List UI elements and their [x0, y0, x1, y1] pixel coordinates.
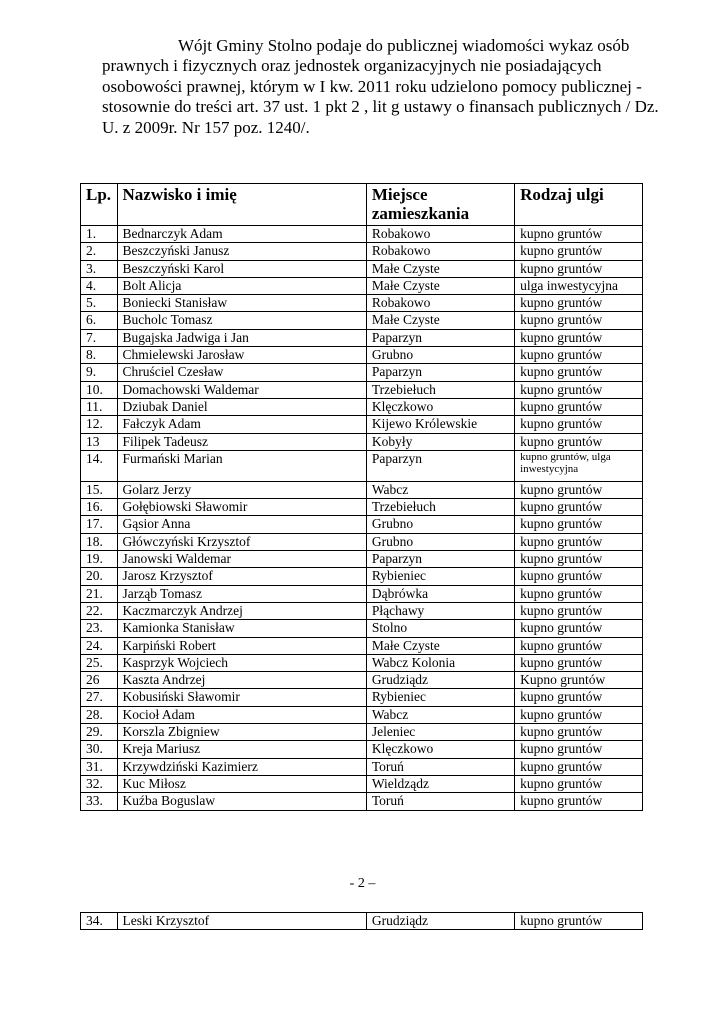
table-row [81, 793, 643, 810]
cell-name: Dziubak Daniel [117, 398, 366, 415]
cell-lp: 1. [81, 226, 118, 243]
table-row [81, 226, 643, 243]
cell-ulga: kupno gruntów [515, 551, 643, 568]
cell-name: Kreja Mariusz [117, 741, 366, 758]
table-row [81, 741, 643, 758]
cell-place: Grudziądz [366, 913, 514, 930]
cell-lp: 24. [81, 637, 118, 654]
cell-place: Toruń [366, 758, 514, 775]
cell-lp: 11. [81, 398, 118, 415]
cell-ulga: kupno gruntów [515, 347, 643, 364]
cell-name: Bucholc Tomasz [117, 312, 366, 329]
header-ulga: Rodzaj ulgi [515, 184, 643, 226]
cell-place: Grubno [366, 347, 514, 364]
cell-lp: 19. [81, 551, 118, 568]
cell-name: Kaszta Andrzej [117, 672, 366, 689]
table-row [81, 533, 643, 550]
cell-lp: 13 [81, 433, 118, 450]
cell-place: Wabcz Kolonia [366, 654, 514, 671]
cell-name: Główczyński Krzysztof [117, 533, 366, 550]
table-row [81, 329, 643, 346]
cell-name: Karpiński Robert [117, 637, 366, 654]
cell-name: Kobusiński Sławomir [117, 689, 366, 706]
table-row [81, 381, 643, 398]
cell-place: Toruń [366, 793, 514, 810]
cell-lp: 6. [81, 312, 118, 329]
cell-place: Paparzyn [366, 364, 514, 381]
table-row [81, 689, 643, 706]
cell-ulga: kupno gruntów [515, 533, 643, 550]
cell-place: Robakowo [366, 243, 514, 260]
cell-ulga: kupno gruntów [515, 654, 643, 671]
cell-ulga: Kupno gruntów [515, 672, 643, 689]
table-row [81, 585, 643, 602]
cell-lp: 18. [81, 533, 118, 550]
cell-name: Krzywdziński Kazimierz [117, 758, 366, 775]
cell-place: Rybieniec [366, 568, 514, 585]
cell-ulga: kupno gruntów [515, 793, 643, 810]
cell-ulga: kupno gruntów [515, 706, 643, 723]
table-row [81, 637, 643, 654]
cell-lp: 22. [81, 602, 118, 619]
cell-lp: 23. [81, 620, 118, 637]
cell-lp: 33. [81, 793, 118, 810]
cell-ulga: kupno gruntów [515, 312, 643, 329]
cell-name: Chruściel Czesław [117, 364, 366, 381]
cell-name: Jarząb Tomasz [117, 585, 366, 602]
cell-ulga: kupno gruntów [515, 243, 643, 260]
cell-lp: 25. [81, 654, 118, 671]
cell-lp: 21. [81, 585, 118, 602]
table-row [81, 654, 643, 671]
cell-ulga: kupno gruntów [515, 620, 643, 637]
header-name: Nazwisko i imię [117, 184, 366, 226]
cell-lp: 15. [81, 481, 118, 498]
cell-place: Małe Czyste [366, 260, 514, 277]
cell-ulga: kupno gruntów [515, 775, 643, 792]
table-row [81, 364, 643, 381]
table-row [81, 620, 643, 637]
cell-name: Beszczyński Karol [117, 260, 366, 277]
cell-place: Płąchawy [366, 602, 514, 619]
cell-lp: 16. [81, 499, 118, 516]
table-row [81, 913, 643, 930]
cell-place: Grudziądz [366, 672, 514, 689]
cell-place: Klęczkowo [366, 741, 514, 758]
cell-lp: 30. [81, 741, 118, 758]
cell-ulga: kupno gruntów [515, 602, 643, 619]
table-row [81, 568, 643, 585]
cell-name: Kocioł Adam [117, 706, 366, 723]
cell-name: Furmański Marian [117, 450, 366, 481]
table-row [81, 499, 643, 516]
cell-ulga: kupno gruntów [515, 226, 643, 243]
cell-name: Janowski Waldemar [117, 551, 366, 568]
cell-place: Małe Czyste [366, 637, 514, 654]
cell-lp: 10. [81, 381, 118, 398]
cell-place: Grubno [366, 533, 514, 550]
cell-name: Gąsior Anna [117, 516, 366, 533]
cell-name: Bolt Alicja [117, 277, 366, 294]
cell-ulga: kupno gruntów [515, 637, 643, 654]
table-row [81, 260, 643, 277]
cell-name: Korszla Zbigniew [117, 724, 366, 741]
table-row [81, 724, 643, 741]
table-row [81, 398, 643, 415]
cell-ulga: kupno gruntów [515, 499, 643, 516]
table-row [81, 416, 643, 433]
cell-lp: 7. [81, 329, 118, 346]
cell-ulga: kupno gruntów [515, 913, 643, 930]
table-row [81, 243, 643, 260]
cell-place: Małe Czyste [366, 312, 514, 329]
header-place: Miejsce zamieszkania [366, 184, 514, 226]
table-row [81, 602, 643, 619]
cell-ulga: kupno gruntów [515, 416, 643, 433]
cell-place: Paparzyn [366, 450, 514, 481]
cell-lp: 26 [81, 672, 118, 689]
cell-place: Dąbrówka [366, 585, 514, 602]
cell-place: Wieldządz [366, 775, 514, 792]
cell-name: Bugajska Jadwiga i Jan [117, 329, 366, 346]
cell-name: Fałczyk Adam [117, 416, 366, 433]
cell-lp: 12. [81, 416, 118, 433]
cell-name: Chmielewski Jarosław [117, 347, 366, 364]
cell-lp: 14. [81, 450, 118, 481]
table-row [81, 295, 643, 312]
cell-lp: 8. [81, 347, 118, 364]
cell-name: Bednarczyk Adam [117, 226, 366, 243]
cell-place: Rybieniec [366, 689, 514, 706]
cell-name: Kaczmarczyk Andrzej [117, 602, 366, 619]
cell-lp: 31. [81, 758, 118, 775]
table-row [81, 347, 643, 364]
cell-name: Domachowski Waldemar [117, 381, 366, 398]
cell-name: Kamionka Stanisław [117, 620, 366, 637]
table-row [81, 758, 643, 775]
cell-ulga: kupno gruntów [515, 741, 643, 758]
cell-lp: 4. [81, 277, 118, 294]
cell-lp: 34. [81, 913, 118, 930]
cell-place: Wabcz [366, 481, 514, 498]
cell-lp: 3. [81, 260, 118, 277]
cell-name: Kuźba Boguslaw [117, 793, 366, 810]
cell-ulga: kupno gruntów [515, 398, 643, 415]
cell-place: Paparzyn [366, 551, 514, 568]
table-row [81, 433, 643, 450]
cell-lp: 27. [81, 689, 118, 706]
cell-name: Kuc Miłosz [117, 775, 366, 792]
table-row [81, 775, 643, 792]
cell-place: Grubno [366, 516, 514, 533]
cell-ulga: kupno gruntów [515, 381, 643, 398]
beneficiaries-table [80, 183, 643, 811]
cell-name: Boniecki Stanisław [117, 295, 366, 312]
cell-ulga: kupno gruntów [515, 568, 643, 585]
cell-place: Trzebiełuch [366, 381, 514, 398]
cell-ulga: kupno gruntów [515, 724, 643, 741]
cell-lp: 29. [81, 724, 118, 741]
cell-ulga: kupno gruntów [515, 758, 643, 775]
table-header-row [81, 184, 643, 226]
header-lp: Lp. [81, 184, 118, 226]
cell-ulga: kupno gruntów [515, 585, 643, 602]
cell-name: Filipek Tadeusz [117, 433, 366, 450]
table-row [81, 516, 643, 533]
table-row [81, 672, 643, 689]
cell-place: Paparzyn [366, 329, 514, 346]
cell-name: Leski Krzysztof [117, 913, 366, 930]
table-row [81, 450, 643, 481]
cell-ulga: kupno gruntów [515, 295, 643, 312]
cell-place: Kobyły [366, 433, 514, 450]
cell-lp: 2. [81, 243, 118, 260]
table-row [81, 551, 643, 568]
cell-name: Gołębiowski Sławomir [117, 499, 366, 516]
intro-paragraph [102, 36, 662, 138]
cell-place: Wabcz [366, 706, 514, 723]
cell-lp: 17. [81, 516, 118, 533]
cell-ulga: ulga inwestycyjna [515, 277, 643, 294]
table-row [81, 481, 643, 498]
cell-lp: 9. [81, 364, 118, 381]
cell-lp: 28. [81, 706, 118, 723]
cell-name: Golarz Jerzy [117, 481, 366, 498]
table-row [81, 312, 643, 329]
cell-ulga: kupno gruntów [515, 433, 643, 450]
cell-ulga: kupno gruntów [515, 364, 643, 381]
cell-name: Jarosz Krzysztof [117, 568, 366, 585]
cell-ulga: kupno gruntów [515, 329, 643, 346]
cell-place: Robakowo [366, 295, 514, 312]
cell-ulga: kupno gruntów [515, 689, 643, 706]
cell-lp: 20. [81, 568, 118, 585]
cell-lp: 32. [81, 775, 118, 792]
cell-place: Kijewo Królewskie [366, 416, 514, 433]
cell-place: Klęczkowo [366, 398, 514, 415]
cell-ulga: kupno gruntów [515, 260, 643, 277]
intro-text: Wójt Gminy Stolno podaje do publicznej wiadomości wykaz osób prawnych i fizycznych oraz jednostek organizacyjnych nie posiadających osobowości prawnej, którym w I kw. 2011 roku udzielono pomocy publicznej - stosownie do treści art. 37 ust. 1 pkt 2 , lit g ustawy o finansach publicznych / Dz. U. z 2009r. Nr 157 poz. 1240/. [102, 36, 659, 137]
cell-ulga: kupno gruntów [515, 481, 643, 498]
cell-ulga: kupno gruntów, ulga inwestycyjna [515, 450, 643, 481]
cell-place: Małe Czyste [366, 277, 514, 294]
table-row [81, 277, 643, 294]
page-number: - 2 – [349, 876, 376, 891]
cell-place: Trzebiełuch [366, 499, 514, 516]
cell-lp: 5. [81, 295, 118, 312]
cell-name: Beszczyński Janusz [117, 243, 366, 260]
cell-place: Jeleniec [366, 724, 514, 741]
cell-ulga: kupno gruntów [515, 516, 643, 533]
continuation-table [80, 912, 643, 930]
table-body [81, 226, 643, 811]
cell-place: Stolno [366, 620, 514, 637]
cell-place: Robakowo [366, 226, 514, 243]
cell-name: Kasprzyk Wojciech [117, 654, 366, 671]
table-row [81, 706, 643, 723]
